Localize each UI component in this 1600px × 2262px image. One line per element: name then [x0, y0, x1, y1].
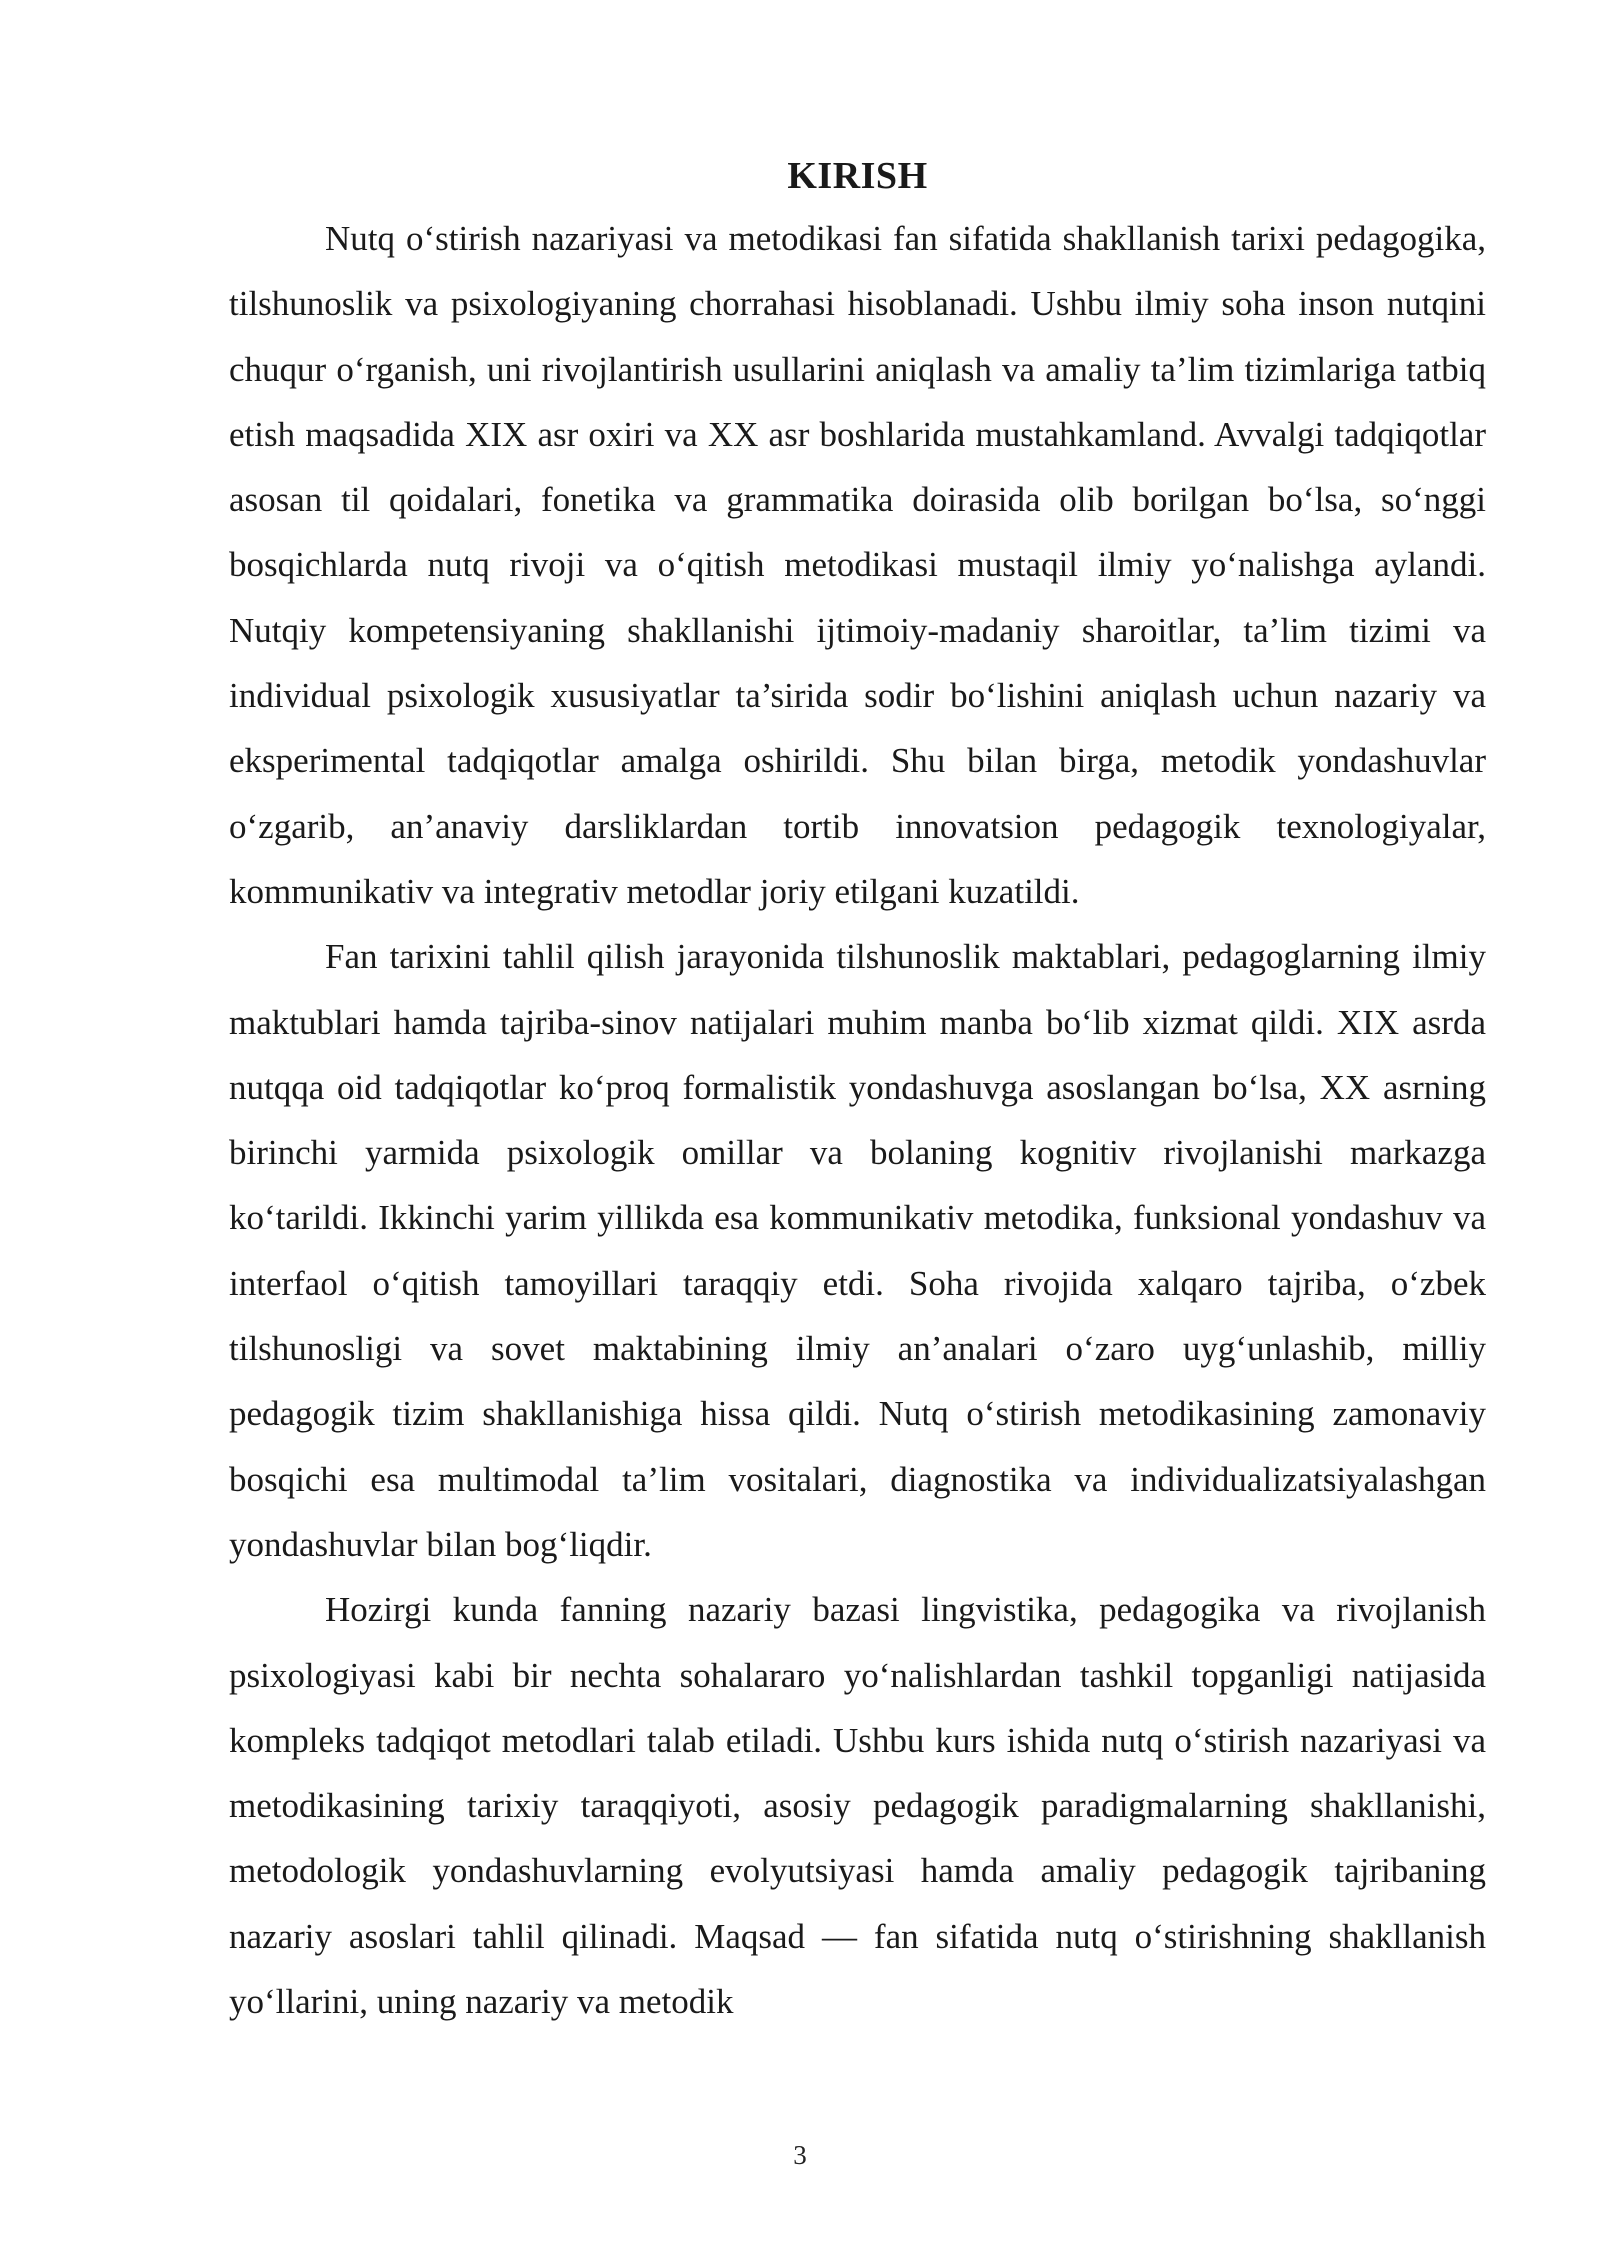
- page-number: 3: [793, 2140, 807, 2170]
- paragraph-3: Hozirgi kunda fanning nazariy bazasi lingvistika, pedagogika va rivojlanish psixologiyasi kabi bir nechta sohalararo yoʻnalishlardan tashkil topganligi natijasida kompleks tadqiqot metodlari talab etiladi. Ushbu kurs ishida nutq oʻstirish nazariyasi va metodikasining tarixiy taraqqiyoti, asosiy pedagogik paradigmalarning shakllanishi, metodologik yondashuvlarning evolyutsiyasi hamda amaliy pedagogik tajribaning nazariy asoslari tahlil qilinadi. Maqsad — fan sifatida nutq oʻstirishning shakllanish yoʻllarini, uning nazariy va metodik: [229, 1590, 1486, 2022]
- paragraph-2: Fan tarixini tahlil qilish jarayonida tilshunoslik maktablari, pedagoglarning ilmiy maktublari hamda tajriba-sinov natijalari muhim manba boʻlib xizmat qildi. XIX asrda nutqqa oid tadqiqotlar koʻproq formalistik yondashuvga asoslangan boʻlsa, XX asrning birinchi yarmida psixologik omillar va bolaning kognitiv rivojlanishi markazga koʻtarildi. Ikkinchi yarim yillikda esa kommunikativ metodika, funksional yondashuv va interfaol oʻqitish tamoyillari taraqqiy etdi. Soha rivojida xalqaro tajriba, oʻzbek tilshunosligi va sovet maktabining ilmiy an’analari oʻzaro uygʻunlashib, milliy pedagogik tizim shakllanishiga hissa qildi. Nutq oʻstirish metodikasining zamonaviy bosqichi esa multimodal ta’lim vositalari, diagnostika va individualizatsiyalashgan yondashuvlar bilan bogʻliqdir.: [229, 937, 1486, 1564]
- page-content: [229, 146, 1486, 2034]
- section-heading: KIRISH: [787, 155, 928, 197]
- paragraph-1: Nutq oʻstirish nazariyasi va metodikasi fan sifatida shakllanish tarixi pedagogika, tilshunoslik va psixologiyaning chorrahasi hisoblanadi. Ushbu ilmiy soha inson nutqini chuqur oʻrganish, uni rivojlantirish usullarini aniqlash va amaliy ta’lim tizimlariga tatbiq etish maqsadida XIX asr oxiri va XX asr boshlarida mustahkamland. Avvalgi tadqiqotlar asosan til qoidalari, fonetika va grammatika doirasida olib borilgan boʻlsa, soʻnggi bosqichlarda nutq rivoji va oʻqitish metodikasi mustaqil ilmiy yoʻnalishga aylandi. Nutqiy kompetensiyaning shakllanishi ijtimoiy-madaniy sharoitlar, ta’lim tizimi va individual psixologik xususiyatlar ta’sirida sodir boʻlishini aniqlash uchun nazariy va eksperimental tadqiqotlar amalga oshirildi. Shu bilan birga, metodik yondashuvlar oʻzgarib, an’anaviy darsliklardan tortib innovatsion pedagogik texnologiyalar, kommunikativ va integrativ metodlar joriy etilgani kuzatildi.: [229, 219, 1486, 911]
